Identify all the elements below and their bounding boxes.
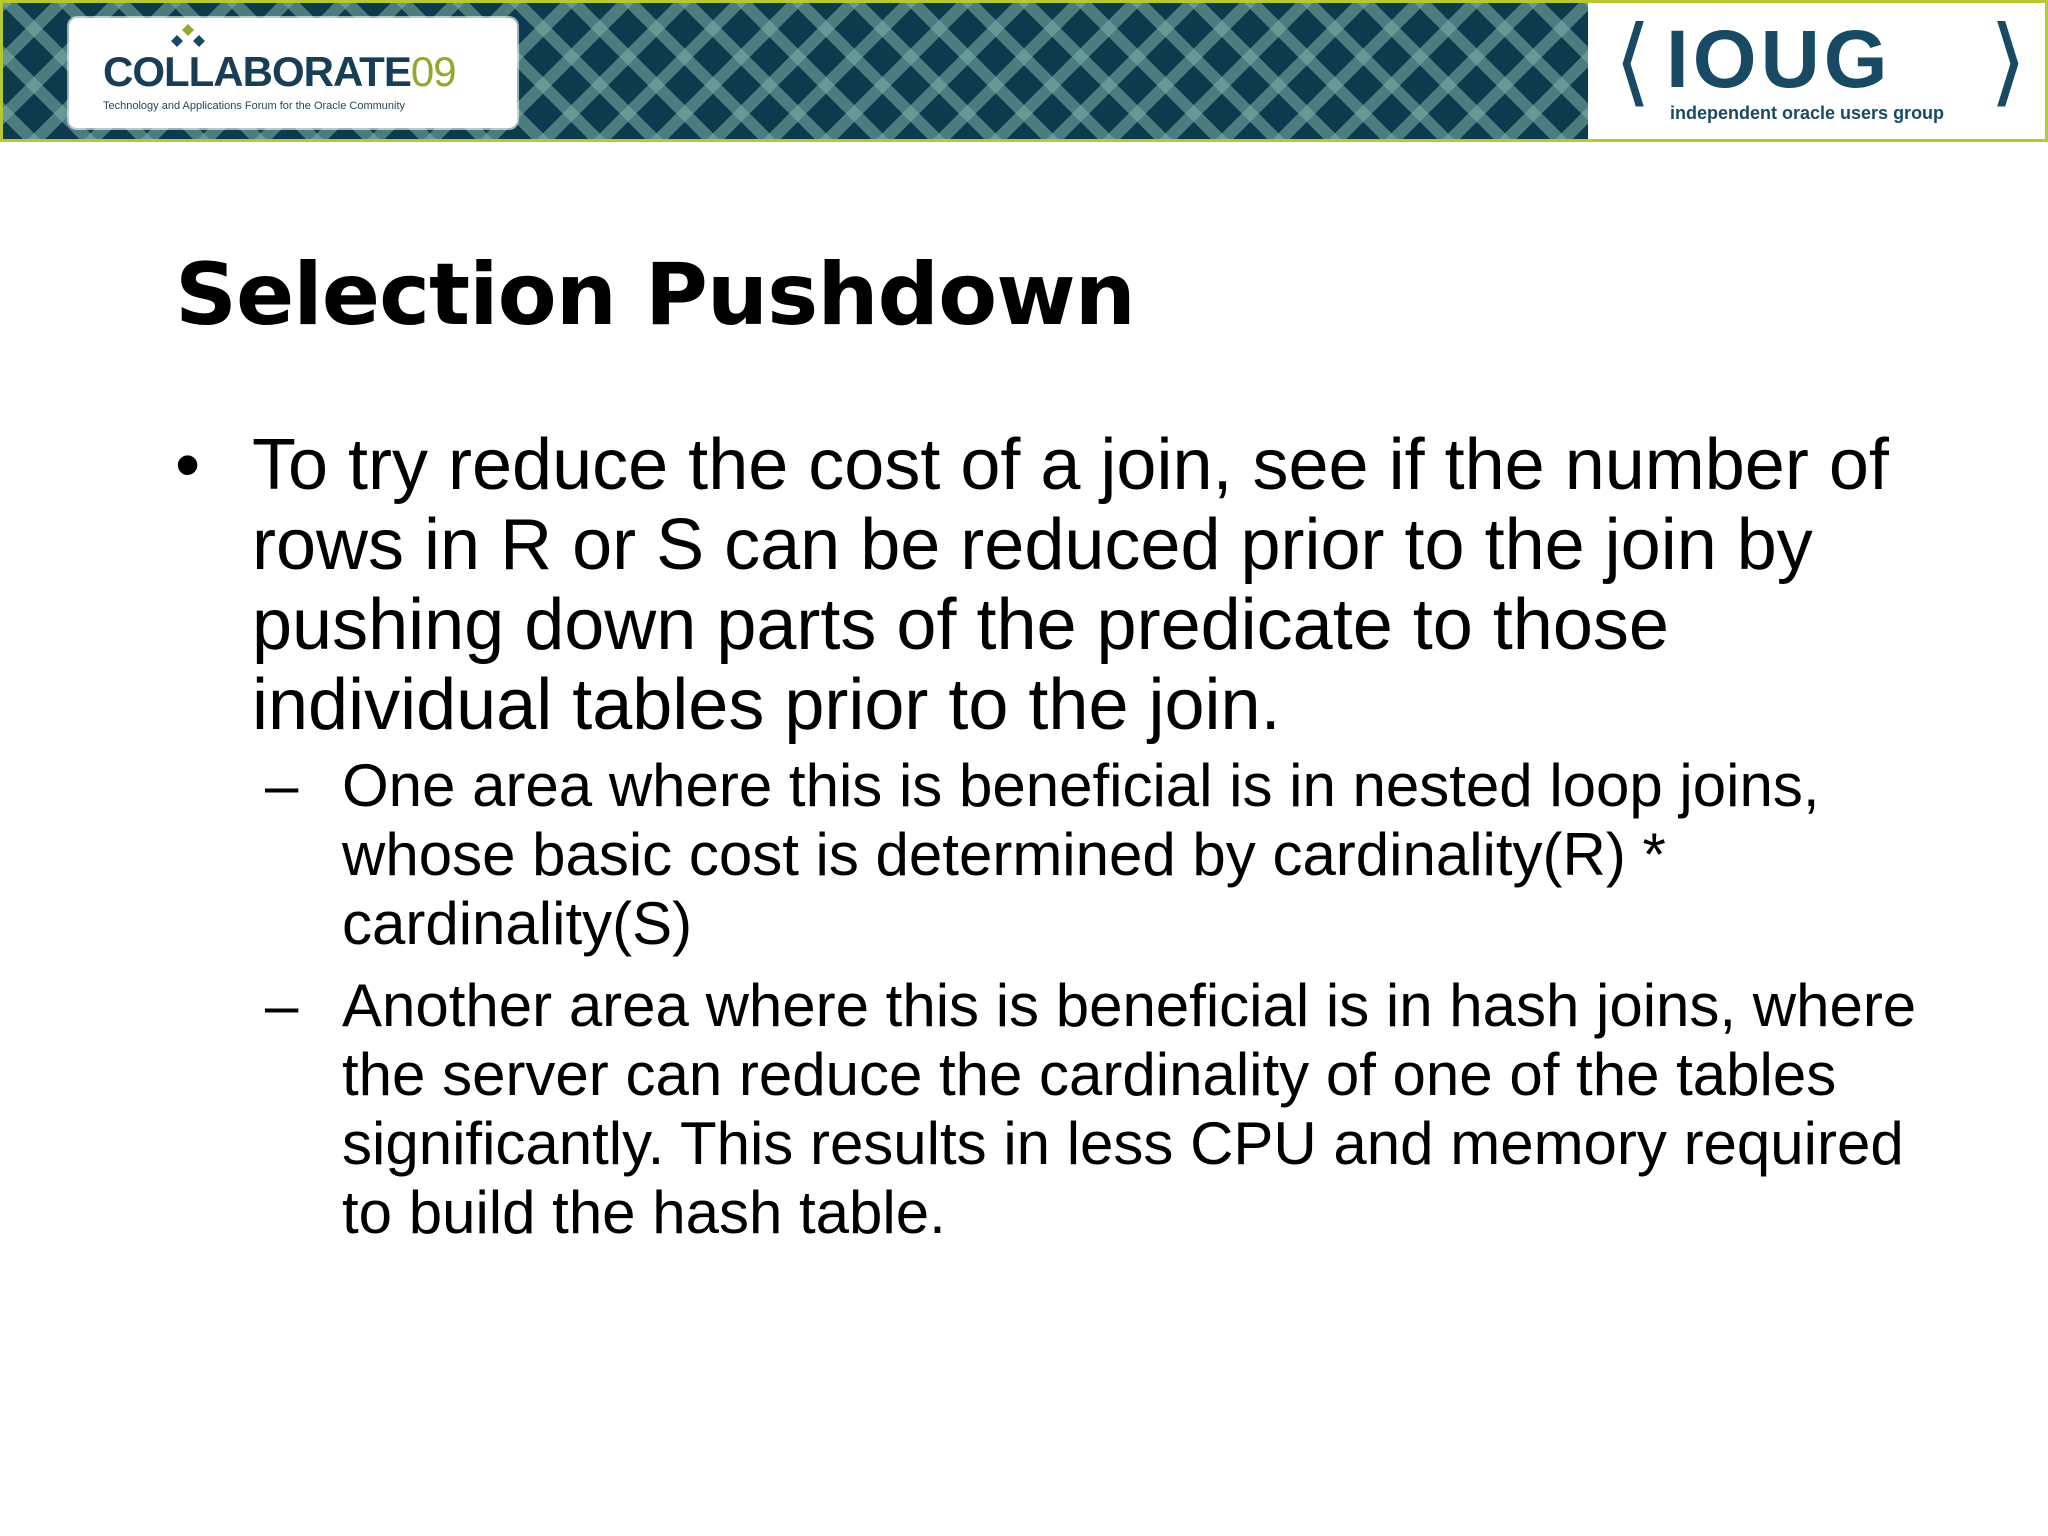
collaborate-logo-tagline: Technology and Applications Forum for the Oracle Community [103, 100, 406, 112]
header-banner [0, 0, 2048, 142]
bullet-marker: • [175, 425, 201, 505]
collaborate-logo-name [103, 48, 456, 96]
ioug-logo [1588, 3, 2045, 139]
bullet-item [175, 425, 1917, 1247]
slide-title: Selection Pushdown [175, 245, 1135, 345]
diamond-dots-icon [168, 24, 208, 48]
sub-bullet-marker: – [265, 972, 299, 1039]
ioug-logo-name: IOUG [1666, 14, 1892, 105]
bullet-text: To try reduce the cost of a join, see if the number of rows in R or S can be reduced prior to the join by pushing down parts of the predicate to those individual tables prior to the join. [252, 425, 1889, 745]
ioug-logo-subtitle: independent oracle users group [1670, 103, 1945, 123]
collaborate-logo [69, 18, 517, 128]
sub-bullet-list [252, 751, 1917, 1247]
sub-bullet-item [265, 971, 1917, 1247]
ioug-left-bracket: ⟨ [1614, 5, 1652, 117]
sub-bullet-item [265, 751, 1875, 958]
collaborate-logo-year: 09 [410, 48, 456, 95]
sub-bullet-marker: – [265, 752, 299, 819]
collaborate-logo-word: COLLABORATE [103, 48, 411, 95]
bullet-list [175, 425, 1917, 1260]
ioug-right-bracket: ⟩ [1989, 5, 2027, 117]
sub-bullet-text: One area where this is beneficial is in nested loop joins, whose basic cost is determined by cardinality(R) * cardinality(S) [342, 752, 1820, 957]
sub-bullet-text: Another area where this is beneficial is in hash joins, where the server can reduce the cardinality of one of the tables significantly. This results in less CPU and memory required to build the hash table. [342, 972, 1917, 1246]
